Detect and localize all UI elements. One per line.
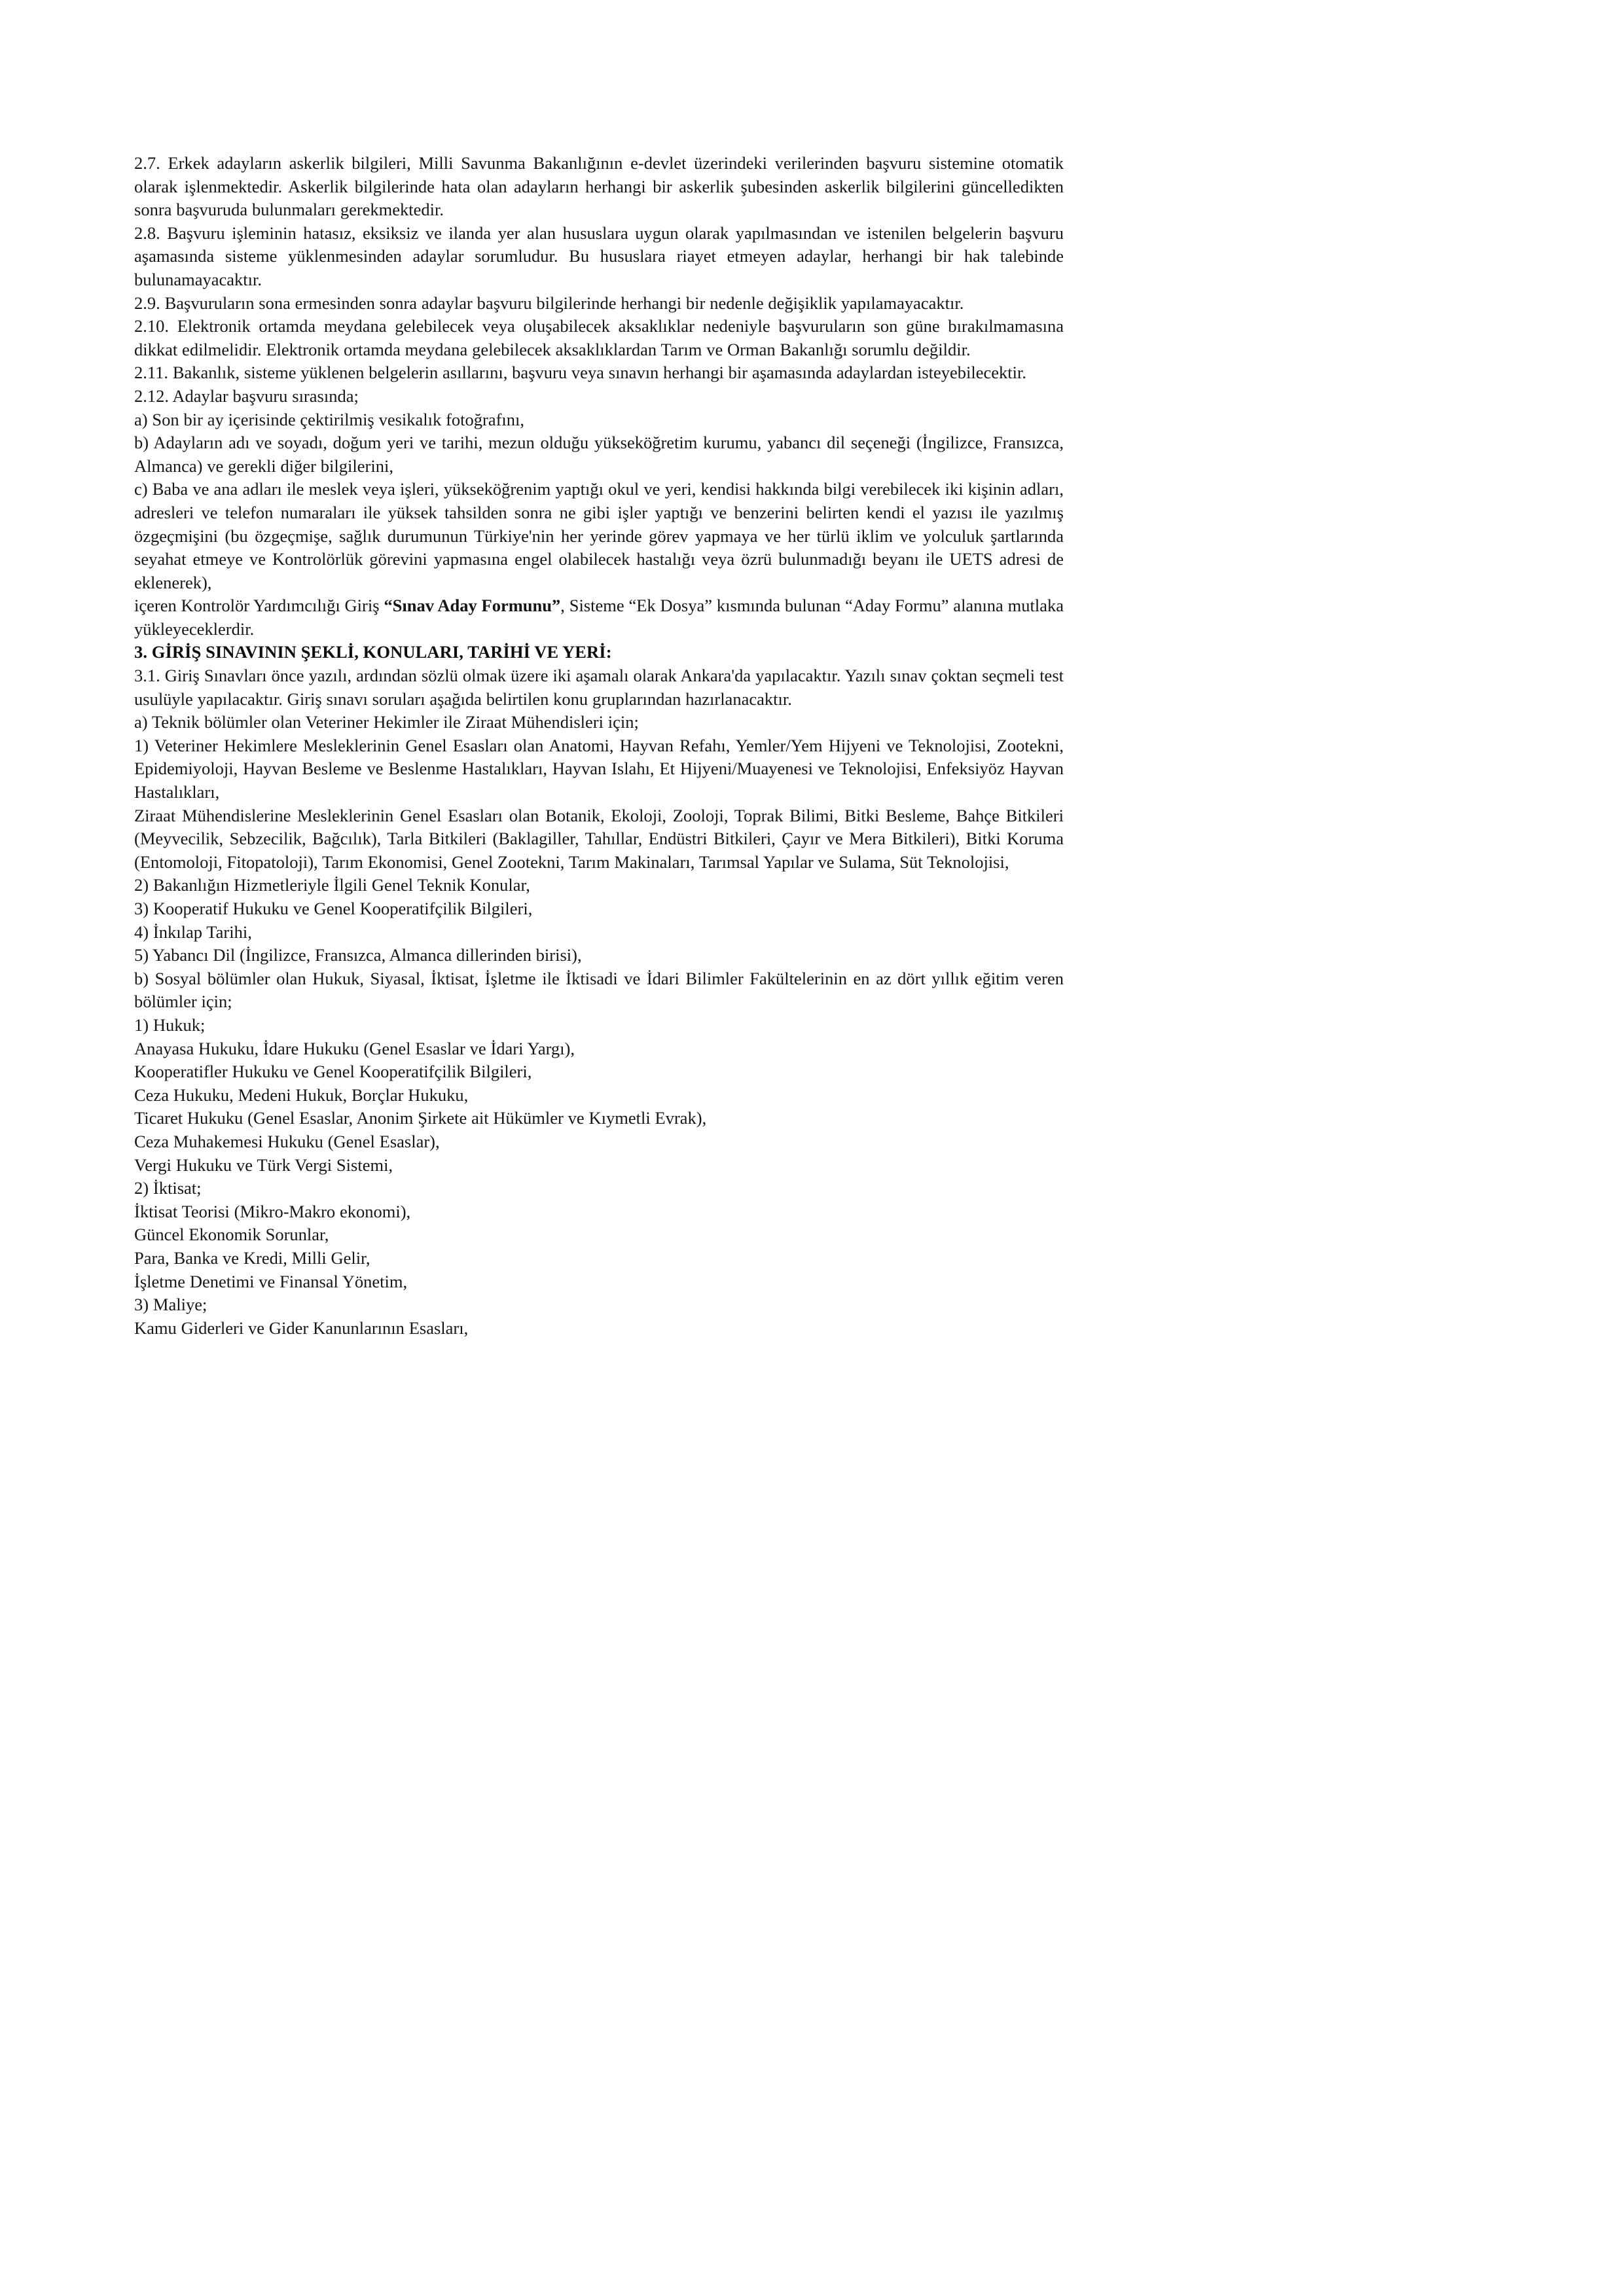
- body-text: , Sisteme “Ek Dosya” kısmında bulunan “Aday Formu” alanına mutlaka yükleyeceklerdir.: [134, 596, 1064, 639]
- document-paragraph: 2.10. Elektronik ortamda meydana gelebilecek veya oluşabilecek aksaklıklar nedeniyle başvuruların son güne bırakılmamasına dikkat edilmelidir. Elektronik ortamda meydana gelebilecek aksaklıklardan Tarım ve Orman Bakanlığı sorumlu değildir.: [134, 316, 1064, 359]
- body-text: içeren Kontrolör Yardımcılığı Giriş: [134, 596, 384, 616]
- document-paragraph: 3) Maliye;: [134, 1295, 208, 1315]
- document-paragraph: [134, 594, 1064, 641]
- section-heading: 3. GİRİŞ SINAVININ ŞEKLİ, KONULARI, TARİHİ VE YERİ:: [134, 642, 612, 662]
- document-paragraph: Kamu Giderleri ve Gider Kanunlarının Esasları,: [134, 1318, 469, 1338]
- document-paragraph: 5) Yabancı Dil (İngilizce, Fransızca, Almanca dillerinden birisi),: [134, 945, 582, 965]
- document-paragraph: 1) Hukuk;: [134, 1014, 206, 1035]
- document-paragraph: İşletme Denetimi ve Finansal Yönetim,: [134, 1271, 408, 1291]
- document-paragraph: 2.7. Erkek adayların askerlik bilgileri, Milli Savunma Bakanlığının e-devlet üzerindeki verilerinden başvuru sistemine otomatik olarak işlenmektedir. Askerlik bilgilerinde hata olan adayların herhangi bir askerlik şubesinden askerlik bilgilerini güncelledikten sonra başvuruda bulunmaları gerekmektedir.: [134, 153, 1064, 220]
- document-paragraph: 2.8. Başvuru işleminin hatasız, eksiksiz ve ilanda yer alan hususlara uygun olarak yapılmasından ve istenilen belgelerin başvuru aşamasında sisteme yüklenmesinden adaylar sorumludur. Bu hususlara riayet etmeyen adaylar, herhangi bir hak talebinde bulunamayacaktır.: [134, 223, 1064, 289]
- document-paragraph: Ticaret Hukuku (Genel Esaslar, Anonim Şirkete ait Hükümler ve Kıymetli Evrak),: [134, 1108, 707, 1128]
- document-paragraph: Ceza Hukuku, Medeni Hukuk, Borçlar Hukuku,: [134, 1085, 469, 1105]
- document-paragraph: 1) Veteriner Hekimlere Mesleklerinin Genel Esasları olan Anatomi, Hayvan Refahı, Yemler/Yem Hijyeni ve Teknolojisi, Zootekni, Epidemiyoloji, Hayvan Besleme ve Beslenme Hastalıkları, Hayvan Islahı, Et Hijyeni/Muayenesi ve Teknolojisi, Enfeksiyöz Hayvan Hastalıkları,: [134, 735, 1064, 802]
- document-paragraph: Vergi Hukuku ve Türk Vergi Sistemi,: [134, 1155, 393, 1175]
- document-paragraph: c) Baba ve ana adları ile meslek veya işleri, yükseköğrenim yaptığı okul ve yeri, kendisi hakkında bilgi verebilecek iki kişinin adları, adresleri ve telefon numaraları ile yüksek tahsilden sonra ne gibi işler yaptığı ve benzerini belirten kendi el yazısı ile yazılmış özgeçmişini (bu özgeçmişe, sağlık durumunun Türkiye'nin her yerinde görev yapmaya ve her türlü iklim ve yolculuk şartlarında seyahat etmeye ve Kontrolörlük görevini yapmasına engel olabilecek hastalığı veya özrü bulunmadığı beyanı ile UETS adresi de eklenerek),: [134, 479, 1064, 592]
- document-paragraph: 2) İktisat;: [134, 1178, 202, 1198]
- document-paragraph: b) Sosyal bölümler olan Hukuk, Siyasal, İktisat, İşletme ile İktisadi ve İdari Bilimler Fakültelerinin en az dört yıllık eğitim veren bölümler için;: [134, 968, 1064, 1012]
- emphasis-text: “Sınav Aday Formunu”: [384, 596, 561, 616]
- document-paragraph: a) Teknik bölümler olan Veteriner Hekimler ile Ziraat Mühendisleri için;: [134, 712, 639, 732]
- document-paragraph: a) Son bir ay içerisinde çektirilmiş vesikalık fotoğrafını,: [134, 409, 525, 429]
- document-paragraph: Ziraat Mühendislerine Mesleklerinin Genel Esasları olan Botanik, Ekoloji, Zooloji, Toprak Bilimi, Bitki Besleme, Bahçe Bitkileri (Meyvecilik, Sebzecilik, Bağcılık), Tarla Bitkileri (Baklagiller, Tahıllar, Endüstri Bitkileri, Çayır ve Mera Bitkileri), Bitki Koruma (Entomoloji, Fitopatoloji), Tarım Ekonomisi, Genel Zootekni, Tarım Makinaları, Tarımsal Yapılar ve Sulama, Süt Teknolojisi,: [134, 805, 1064, 872]
- document-paragraph: 4) İnkılap Tarihi,: [134, 922, 252, 942]
- document-paragraph: 2.11. Bakanlık, sisteme yüklenen belgelerin asıllarını, başvuru veya sınavın herhangi bir aşamasında adaylardan isteyebilecektir.: [134, 363, 1027, 383]
- document-paragraph: Kooperatifler Hukuku ve Genel Kooperatifçilik Bilgileri,: [134, 1062, 532, 1082]
- document-paragraph: Ceza Muhakemesi Hukuku (Genel Esaslar),: [134, 1131, 440, 1151]
- document-paragraph: 2.9. Başvuruların sona ermesinden sonra adaylar başvuru bilgilerinde herhangi bir nedenle değişiklik yapılamayacaktır.: [134, 293, 964, 313]
- document-text-column: [134, 152, 1064, 1340]
- document-paragraph: Para, Banka ve Kredi, Milli Gelir,: [134, 1247, 370, 1268]
- document-paragraph: b) Adayların adı ve soyadı, doğum yeri ve tarihi, mezun olduğu yükseköğretim kurumu, yabancı dil seçeneği (İngilizce, Fransızca, Almanca) ve gerekli diğer bilgilerini,: [134, 433, 1064, 476]
- document-paragraph: 2.12. Adaylar başvuru sırasında;: [134, 386, 359, 406]
- document-paragraph: Anayasa Hukuku, İdare Hukuku (Genel Esaslar ve İdari Yargı),: [134, 1038, 575, 1058]
- document-paragraph: İktisat Teorisi (Mikro-Makro ekonomi),: [134, 1201, 411, 1221]
- document-paragraph: 2) Bakanlığın Hizmetleriyle İlgili Genel Teknik Konular,: [134, 875, 530, 895]
- document-paragraph: Güncel Ekonomik Sorunlar,: [134, 1225, 329, 1245]
- document-paragraph: 3) Kooperatif Hukuku ve Genel Kooperatifçilik Bilgileri,: [134, 899, 533, 918]
- document-paragraph: 3.1. Giriş Sınavları önce yazılı, ardından sözlü olmak üzere iki aşamalı olarak Ankara'da yapılacaktır. Yazılı sınav çoktan seçmeli test usulüyle yapılacaktır. Giriş sınavı soruları aşağıda belirtilen konu gruplarından hazırlanacaktır.: [134, 666, 1064, 709]
